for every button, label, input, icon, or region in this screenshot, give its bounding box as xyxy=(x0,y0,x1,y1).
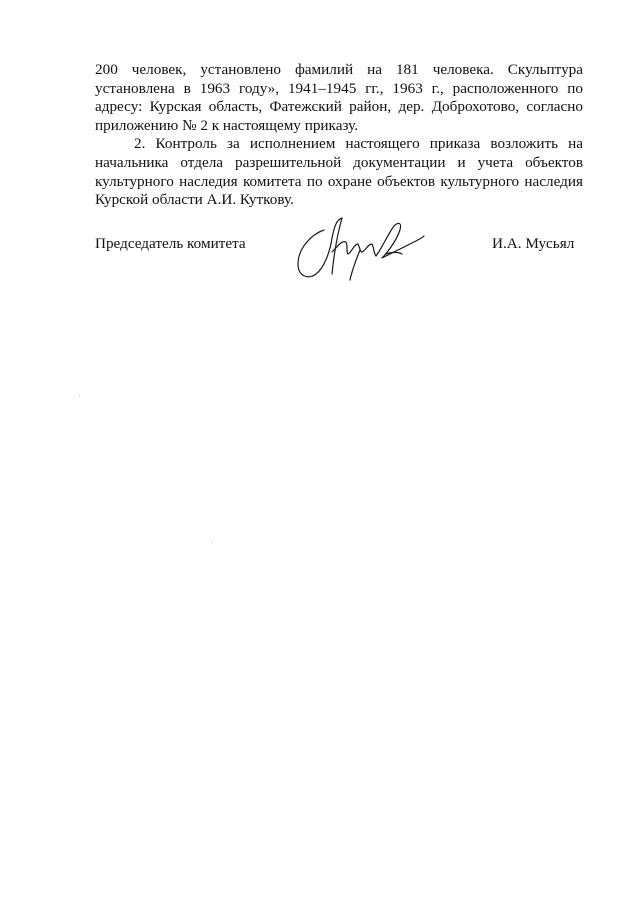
handwritten-signature xyxy=(290,208,430,288)
text-line: Курской области А.И. Куткову. xyxy=(95,191,294,209)
scan-speck xyxy=(211,542,212,543)
text-line: начальника отдела разрешительной документации и учета объектов xyxy=(95,153,583,171)
text-line: культурного наследия комитета по охране объектов культурного наследия xyxy=(95,172,583,190)
scan-speck xyxy=(521,191,522,192)
paragraph-2-first-line: 2. Контроль за исполнением настоящего приказа возложить на xyxy=(134,135,583,153)
text-line: установлена в 1963 году», 1941–1945 гг., 1963 г., расположенного по xyxy=(95,79,583,97)
signatory-name: И.А. Мусьял xyxy=(492,235,575,252)
order-text xyxy=(95,61,583,210)
text-line: 200 человек, установлено фамилий на 181 человека. Скульптура xyxy=(95,61,583,78)
signatory-title: Председатель комитета xyxy=(95,235,246,252)
scan-speck xyxy=(79,395,80,396)
text-line: адресу: Курская область, Фатежский район, дер. Доброхотово, согласно xyxy=(95,98,583,116)
text-line: приложению № 2 к настоящему приказу. xyxy=(95,116,358,134)
